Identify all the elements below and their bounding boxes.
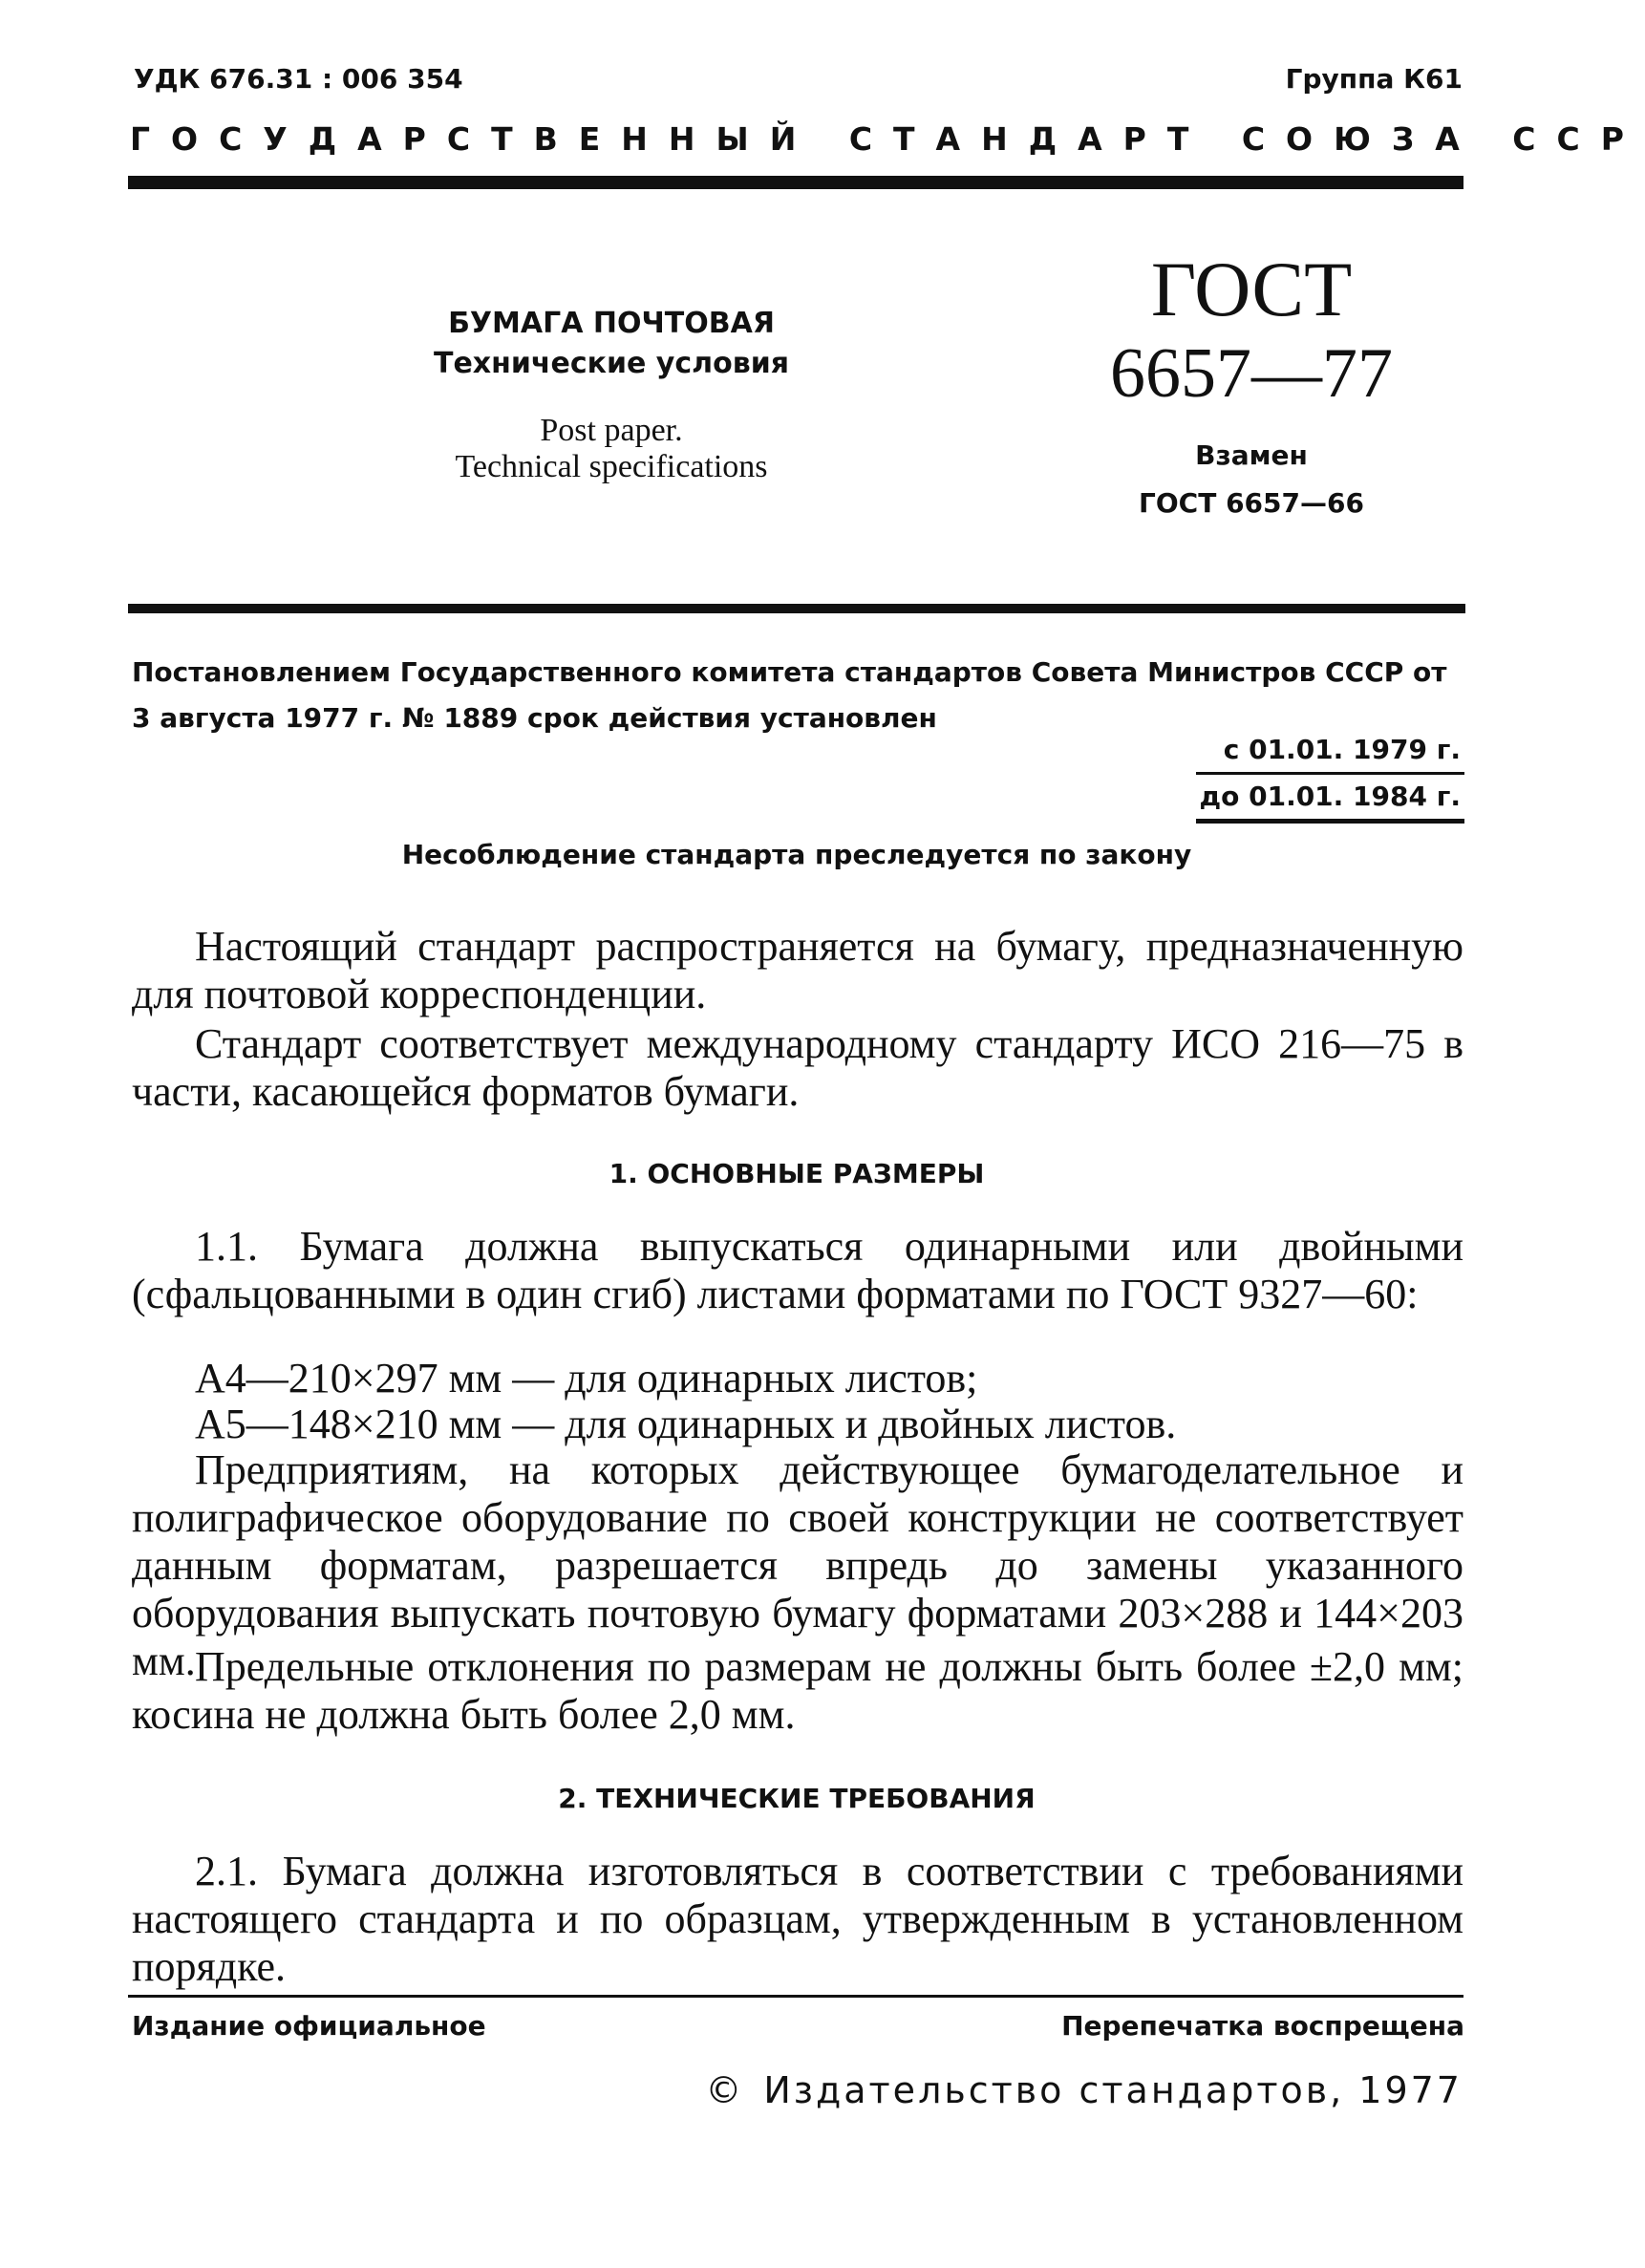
state-standard-banner: ГОСУДАРСТВЕННЫЙ СТАНДАРТ СОЮЗА ССР bbox=[130, 120, 1645, 158]
title-subtitle-en: Technical specifications bbox=[455, 449, 768, 484]
decree-text: Постановлением Государственного комитета стандартов Совета Министров СССР от 3 августа 1977 г. № 1889 срок действия установлен bbox=[132, 656, 1447, 734]
section-1-paragraph-1: 1.1. Бумага должна выпускаться одинарными или двойными (сфальцованными в один сгиб) листами форматами по ГОСТ 9327—60: bbox=[132, 1223, 1463, 1317]
section-1-paragraph-3: Предельные отклонения по размерам не должны быть более ±2,0 мм; косина не должна быть более 2,0 мм. bbox=[132, 1643, 1463, 1738]
title-name-en: Post paper. bbox=[540, 413, 683, 448]
title-subtitle-ru: Технические условия bbox=[434, 347, 789, 380]
section-1-paragraph-2: Предприятиям, на которых действующее бумагоделательное и полиграфическое оборудование по своей конструкции не соответствует данным форматам, разрешается впредь до замены указанного оборудования выпускать почтовую бумагу форматами 203×288 и 144×203 мм. bbox=[132, 1446, 1463, 1684]
section-2-paragraph-1: 2.1. Бумага должна изготовляться в соответствии с требованиями настоящего стандарта и по образцам, утвержденным в установленном порядке. bbox=[132, 1848, 1463, 1990]
valid-from: с 01.01. 1979 г. bbox=[1196, 728, 1465, 775]
copyright-line bbox=[705, 2069, 1463, 2111]
group-code: Группа К61 bbox=[1285, 63, 1463, 95]
middle-rule bbox=[128, 604, 1465, 613]
reprint-prohibited-label: Перепечатка воспрещена bbox=[1061, 2010, 1464, 2042]
gost-label: ГОСТ bbox=[1150, 246, 1353, 332]
udk-code: УДК 676.31 : 006 354 bbox=[134, 63, 463, 95]
format-a5-line: А5—148×210 мм — для одинарных и двойных листов. bbox=[195, 1401, 1177, 1447]
replaces-standard: ГОСТ 6657—66 bbox=[1139, 487, 1364, 519]
validity-dates bbox=[1196, 728, 1465, 824]
replaces-block bbox=[1108, 432, 1395, 527]
intro-paragraph-1: Настоящий стандарт распространяется на бумагу, предназначенную для почтовой корреспонденции. bbox=[132, 923, 1463, 1017]
law-notice: Несоблюдение стандарта преследуется по закону bbox=[401, 839, 1192, 870]
official-edition-label: Издание официальное bbox=[132, 2010, 486, 2042]
title-ru bbox=[411, 304, 812, 384]
valid-to: до 01.01. 1984 г. bbox=[1196, 775, 1465, 824]
replaces-label: Взамен bbox=[1195, 439, 1308, 471]
title-name-ru: БУМАГА ПОЧТОВАЯ bbox=[448, 307, 775, 340]
copyright-text: Издательство стандартов, 1977 bbox=[763, 2069, 1463, 2111]
format-a4-line: А4—210×297 мм — для одинарных листов; bbox=[195, 1355, 978, 1401]
intro-paragraph-2: Стандарт соответствует международному стандарту ИСО 216—75 в части, касающейся форматов бумаги. bbox=[132, 1020, 1463, 1115]
section-1-heading: 1. ОСНОВНЫЕ РАЗМЕРЫ bbox=[609, 1158, 985, 1189]
top-rule bbox=[128, 176, 1463, 189]
gost-number: 6657—77 bbox=[1110, 334, 1393, 413]
bottom-rule bbox=[128, 1995, 1463, 1998]
section-2-heading: 2. ТЕХНИЧЕСКИЕ ТРЕБОВАНИЯ bbox=[558, 1783, 1036, 1814]
copyright-icon: © bbox=[705, 2069, 745, 2111]
title-en bbox=[382, 413, 841, 485]
